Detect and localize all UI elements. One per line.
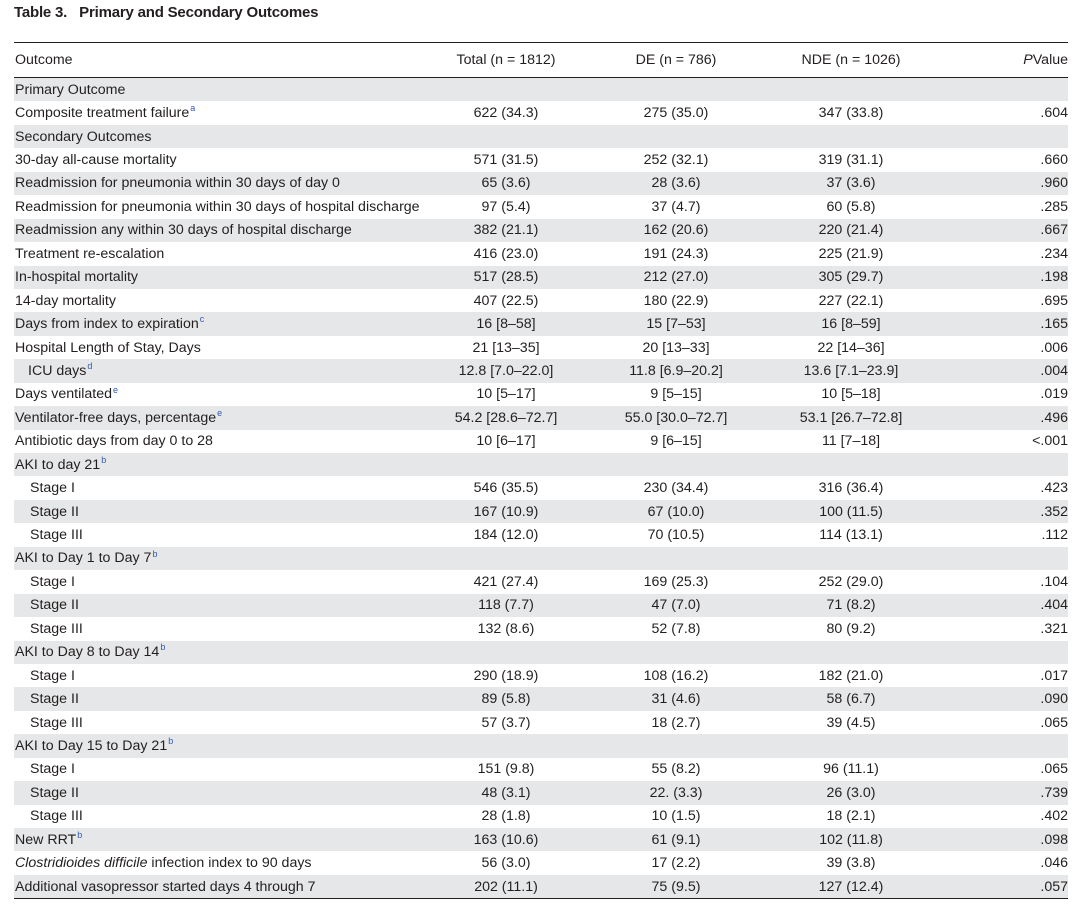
header-de: DE (n = 786) — [576, 43, 776, 78]
footnote-marker: b — [101, 454, 107, 465]
table-row — [14, 312, 1068, 335]
table-row — [14, 476, 1068, 499]
cell-nde: 100 (11.5) — [776, 500, 926, 523]
cell-pvalue: .402 — [1040, 808, 1068, 825]
outcome-label: Stage II — [30, 597, 79, 614]
table-row — [14, 851, 1068, 874]
cell-nde: 53.1 [26.7–72.8] — [776, 406, 926, 429]
cell-pvalue — [926, 547, 1068, 570]
table-row — [14, 711, 1068, 734]
table-caption: Primary and Secondary Outcomes — [79, 4, 319, 21]
cell-pvalue: .234 — [1040, 245, 1068, 262]
cell-nde: 60 (5.8) — [826, 198, 876, 215]
cell-total: 48 (3.1) — [436, 781, 576, 804]
table-row — [14, 734, 1068, 757]
cell-pvalue: .019 — [1040, 386, 1068, 403]
cell-total: 28 (1.8) — [481, 808, 531, 825]
cell-total: 421 (27.4) — [473, 573, 539, 590]
cell-outcome — [14, 523, 436, 546]
cell-total: 97 (5.4) — [481, 198, 531, 215]
cell-pvalue: .112 — [1041, 527, 1068, 544]
outcome-label: Stage II — [30, 503, 79, 520]
outcome-label: Additional vasopressor started days 4 through 7 — [15, 878, 316, 895]
cell-total — [436, 78, 576, 102]
outcome-label: Stage III — [30, 714, 83, 731]
cell-pvalue: .285 — [1040, 198, 1068, 215]
table-row — [14, 500, 1068, 523]
cell-outcome — [14, 594, 436, 617]
table-row — [14, 101, 1068, 124]
outcome-label: AKI to day 21 — [15, 456, 101, 473]
cell-outcome — [14, 805, 436, 828]
cell-de: 180 (22.9) — [643, 292, 709, 309]
cell-outcome — [14, 406, 436, 429]
outcome-label: Stage III — [30, 527, 83, 544]
cell-de: 55 (8.2) — [651, 761, 701, 778]
cell-total: 622 (34.3) — [473, 105, 539, 122]
cell-total: 382 (21.1) — [436, 219, 576, 242]
footnote-marker: b — [152, 548, 158, 559]
cell-pvalue: .006 — [1040, 339, 1068, 356]
cell-pvalue: .198 — [926, 266, 1068, 289]
cell-de: 169 (25.3) — [643, 573, 709, 590]
table-row — [14, 805, 1068, 828]
cell-outcome — [14, 359, 436, 382]
cell-total: 407 (22.5) — [473, 292, 539, 309]
cell-de: 275 (35.0) — [643, 105, 709, 122]
cell-outcome — [14, 641, 436, 664]
table-row — [14, 289, 1068, 312]
cell-de — [576, 641, 776, 664]
cell-pvalue — [926, 78, 1068, 102]
table-row — [14, 430, 1068, 453]
cell-de: 10 (1.5) — [651, 808, 701, 825]
cell-de: 162 (20.6) — [576, 219, 776, 242]
cell-de: 9 [6–15] — [650, 433, 702, 450]
cell-nde: 58 (6.7) — [776, 687, 926, 710]
cell-total: 132 (8.6) — [477, 620, 535, 637]
cell-outcome — [14, 453, 436, 476]
cell-total: 202 (11.1) — [436, 875, 576, 899]
cell-nde: 39 (4.5) — [826, 714, 876, 731]
cell-total: 163 (10.6) — [436, 828, 576, 851]
outcome-label: Stage III — [30, 808, 83, 825]
cell-nde: 11 [7–18] — [821, 433, 881, 450]
cell-pvalue — [926, 125, 1068, 148]
cell-pvalue: .352 — [926, 500, 1068, 523]
table-row — [14, 383, 1068, 406]
cell-outcome — [14, 875, 436, 899]
cell-outcome — [14, 242, 436, 265]
table-row — [14, 242, 1068, 265]
cell-outcome — [14, 266, 436, 289]
outcome-label: Composite treatment failure — [15, 105, 190, 122]
outcome-label: Ventilator-free days, percentage — [15, 409, 217, 426]
cell-outcome — [14, 781, 436, 804]
outcome-label: Stage I — [30, 761, 75, 778]
cell-pvalue — [926, 734, 1068, 757]
cell-de: 22. (3.3) — [576, 781, 776, 804]
cell-de: 230 (34.4) — [643, 480, 709, 497]
outcome-label: In-hospital mortality — [15, 269, 139, 286]
cell-outcome — [14, 125, 436, 148]
cell-nde — [776, 453, 926, 476]
cell-total: 16 [8–58] — [436, 312, 576, 335]
header-outcome: Outcome — [14, 43, 436, 78]
cell-pvalue: .660 — [1040, 152, 1068, 169]
table-row — [14, 828, 1068, 851]
table-title — [14, 4, 318, 21]
cell-pvalue: .321 — [1040, 620, 1068, 637]
cell-outcome — [14, 476, 436, 499]
cell-nde: 13.6 [7.1–23.9] — [776, 359, 926, 382]
outcome-label: 14-day mortality — [15, 292, 116, 309]
cell-total: 10 [6–17] — [476, 433, 536, 450]
cell-nde: 319 (31.1) — [818, 152, 884, 169]
outcome-label: Stage II — [30, 691, 79, 708]
cell-de: 15 [7–53] — [576, 312, 776, 335]
cell-outcome — [14, 687, 436, 710]
cell-nde: 127 (12.4) — [776, 875, 926, 899]
table-row — [14, 219, 1068, 242]
outcome-label: Readmission for pneumonia within 30 days of hospital discharge — [15, 198, 420, 215]
cell-pvalue: .496 — [926, 406, 1068, 429]
footnote-marker: b — [168, 736, 174, 747]
table-row — [14, 687, 1068, 710]
footnote-marker: d — [87, 361, 93, 372]
cell-outcome — [14, 430, 436, 453]
cell-de: 37 (4.7) — [651, 198, 701, 215]
outcome-label: AKI to Day 8 to Day 14 — [15, 644, 160, 661]
cell-nde: 96 (11.1) — [823, 761, 879, 778]
outcome-label: 30-day all-cause mortality — [15, 152, 177, 169]
outcome-label: Primary Outcome — [15, 81, 126, 98]
cell-outcome — [14, 78, 436, 102]
cell-de: 75 (9.5) — [576, 875, 776, 899]
cell-de: 18 (2.7) — [651, 714, 701, 731]
table-row — [14, 195, 1068, 218]
cell-pvalue: .423 — [1040, 480, 1068, 497]
cell-nde: 22 [14–36] — [817, 339, 885, 356]
cell-nde: 71 (8.2) — [776, 594, 926, 617]
cell-total: 416 (23.0) — [473, 245, 539, 262]
cell-nde: 305 (29.7) — [776, 266, 926, 289]
outcome-label: Hospital Length of Stay, Days — [15, 339, 201, 356]
cell-outcome — [14, 219, 436, 242]
cell-total: 184 (12.0) — [473, 527, 539, 544]
cell-de: 28 (3.6) — [576, 172, 776, 195]
cell-nde: 225 (21.9) — [818, 245, 884, 262]
cell-total: 290 (18.9) — [473, 667, 539, 684]
cell-pvalue: .604 — [1040, 105, 1068, 122]
cell-nde: 10 [5–18] — [821, 386, 881, 403]
cell-total: 21 [13–35] — [472, 339, 540, 356]
footnote-marker: e — [113, 384, 119, 395]
outcome-label: Readmission any within 30 days of hospital discharge — [15, 222, 352, 239]
cell-de: 108 (16.2) — [643, 667, 709, 684]
cell-de: 70 (10.5) — [647, 527, 705, 544]
header-p-rest: Value — [1032, 52, 1068, 68]
cell-total: 89 (5.8) — [436, 687, 576, 710]
cell-outcome — [14, 336, 436, 359]
cell-outcome — [14, 547, 436, 570]
cell-pvalue: .090 — [926, 687, 1068, 710]
outcome-label: Stage III — [30, 620, 83, 637]
footnote-marker: b — [77, 829, 83, 840]
cell-total — [436, 547, 576, 570]
table-row — [14, 359, 1068, 382]
footnote-marker: e — [217, 408, 223, 419]
outcome-label: AKI to Day 15 to Day 21 — [15, 737, 168, 754]
cell-nde — [776, 734, 926, 757]
cell-de: 61 (9.1) — [576, 828, 776, 851]
cell-outcome — [14, 101, 436, 124]
cell-de: 47 (7.0) — [576, 594, 776, 617]
cell-total: 12.8 [7.0–22.0] — [436, 359, 576, 382]
table-row — [14, 781, 1068, 804]
cell-pvalue: .104 — [1040, 573, 1068, 590]
cell-total: 57 (3.7) — [481, 714, 531, 731]
cell-de: 20 [13–33] — [642, 339, 710, 356]
outcome-label: Treatment re-escalation — [15, 245, 165, 262]
cell-total — [436, 125, 576, 148]
header-pvalue — [926, 43, 1068, 78]
cell-pvalue: .165 — [926, 312, 1068, 335]
cell-nde: 114 (13.1) — [819, 527, 883, 544]
cell-outcome — [14, 312, 436, 335]
cell-pvalue: .004 — [926, 359, 1068, 382]
cell-de: 52 (7.8) — [651, 620, 701, 637]
table-row — [14, 875, 1068, 899]
cell-outcome — [14, 617, 436, 640]
cell-outcome — [14, 383, 436, 406]
cell-nde: 102 (11.8) — [776, 828, 926, 851]
cell-outcome — [14, 172, 436, 195]
cell-de: 31 (4.6) — [576, 687, 776, 710]
header-nde: NDE (n = 1026) — [776, 43, 926, 78]
outcome-label: Antibiotic days from day 0 to 28 — [15, 433, 213, 450]
cell-pvalue: .065 — [1040, 761, 1068, 778]
cell-de: 9 [5–15] — [650, 386, 702, 403]
cell-pvalue: .098 — [926, 828, 1068, 851]
table-row — [14, 148, 1068, 171]
cell-pvalue: .017 — [1040, 667, 1068, 684]
cell-de — [576, 125, 776, 148]
cell-de — [576, 547, 776, 570]
cell-nde: 39 (3.8) — [826, 855, 876, 872]
cell-nde: 182 (21.0) — [818, 667, 884, 684]
outcome-label: ICU days — [28, 362, 87, 379]
cell-total — [436, 641, 576, 664]
outcome-label: Stage I — [30, 667, 75, 684]
cell-pvalue — [926, 641, 1068, 664]
outcome-label: Stage II — [30, 784, 79, 801]
table-row — [14, 172, 1068, 195]
table-row — [14, 664, 1068, 687]
table-row — [14, 78, 1068, 102]
table-body — [14, 78, 1068, 899]
cell-nde: 26 (3.0) — [776, 781, 926, 804]
outcome-label: New RRT — [15, 831, 77, 848]
outcome-label: Stage I — [30, 573, 75, 590]
cell-total: 546 (35.5) — [473, 480, 539, 497]
table-row — [14, 125, 1068, 148]
cell-total — [436, 734, 576, 757]
cell-nde — [776, 641, 926, 664]
cell-nde — [776, 78, 926, 102]
table-row — [14, 266, 1068, 289]
cell-nde: 220 (21.4) — [776, 219, 926, 242]
cell-de: 67 (10.0) — [576, 500, 776, 523]
outcome-label: Stage I — [30, 480, 75, 497]
cell-de: 252 (32.1) — [643, 152, 709, 169]
cell-de: 17 (2.2) — [651, 855, 701, 872]
cell-outcome — [14, 758, 436, 781]
cell-pvalue: .960 — [926, 172, 1068, 195]
cell-nde: 80 (9.2) — [826, 620, 876, 637]
cell-de: 55.0 [30.0–72.7] — [576, 406, 776, 429]
outcome-label: Secondary Outcomes — [15, 128, 152, 145]
cell-pvalue: .404 — [926, 594, 1068, 617]
cell-nde: 347 (33.8) — [818, 105, 884, 122]
cell-total: 517 (28.5) — [436, 266, 576, 289]
outcome-label: Days from index to expiration — [15, 316, 199, 333]
cell-nde: 227 (22.1) — [818, 292, 884, 309]
cell-nde: 16 [8–59] — [776, 312, 926, 335]
table-number: Table 3. — [14, 4, 68, 21]
table-row — [14, 336, 1068, 359]
cell-outcome — [14, 734, 436, 757]
cell-nde — [776, 125, 926, 148]
table-row — [14, 453, 1068, 476]
cell-outcome — [14, 148, 436, 171]
footnote-marker: a — [190, 103, 196, 114]
cell-de — [576, 78, 776, 102]
cell-pvalue: .739 — [926, 781, 1068, 804]
cell-total: 54.2 [28.6–72.7] — [436, 406, 576, 429]
cell-de — [576, 453, 776, 476]
outcome-label: infection index to 90 days — [147, 855, 312, 872]
cell-total: 571 (31.5) — [473, 152, 539, 169]
cell-nde: 37 (3.6) — [776, 172, 926, 195]
cell-de: 212 (27.0) — [576, 266, 776, 289]
cell-pvalue: <.001 — [1032, 433, 1068, 450]
table-row — [14, 523, 1068, 546]
cell-total: 167 (10.9) — [436, 500, 576, 523]
outcome-label: Days ventilated — [15, 386, 112, 403]
cell-de: 11.8 [6.9–20.2] — [576, 359, 776, 382]
cell-nde: 252 (29.0) — [818, 573, 884, 590]
footnote-marker: b — [160, 642, 166, 653]
footnote-marker: c — [199, 314, 205, 325]
outcomes-table — [14, 42, 1068, 899]
table-row — [14, 570, 1068, 593]
cell-pvalue: .065 — [1040, 714, 1068, 731]
header-p-italic: P — [1023, 52, 1033, 68]
cell-pvalue: .667 — [926, 219, 1068, 242]
cell-nde — [776, 547, 926, 570]
outcome-label: Readmission for pneumonia within 30 days of day 0 — [15, 175, 340, 192]
header-row — [14, 43, 1068, 78]
table-row — [14, 547, 1068, 570]
cell-pvalue: .046 — [1040, 855, 1068, 872]
cell-outcome — [14, 711, 436, 734]
cell-outcome — [14, 195, 436, 218]
table-row — [14, 406, 1068, 429]
cell-outcome — [14, 500, 436, 523]
table-header — [14, 43, 1068, 78]
cell-de: 191 (24.3) — [643, 245, 709, 262]
table-row — [14, 617, 1068, 640]
cell-pvalue — [926, 453, 1068, 476]
cell-total: 151 (9.8) — [477, 761, 535, 778]
table-row — [14, 594, 1068, 617]
header-total: Total (n = 1812) — [436, 43, 576, 78]
cell-outcome — [14, 570, 436, 593]
table-row — [14, 641, 1068, 664]
cell-outcome — [14, 851, 436, 874]
cell-total: 10 [5–17] — [476, 386, 536, 403]
cell-total: 65 (3.6) — [436, 172, 576, 195]
cell-de — [576, 734, 776, 757]
cell-total: 56 (3.0) — [481, 855, 531, 872]
outcome-label: AKI to Day 1 to Day 7 — [15, 550, 152, 567]
cell-outcome — [14, 664, 436, 687]
cell-pvalue: .695 — [1040, 292, 1068, 309]
cell-nde: 316 (36.4) — [818, 480, 884, 497]
cell-outcome — [14, 289, 436, 312]
table-row — [14, 758, 1068, 781]
cell-outcome — [14, 828, 436, 851]
cell-nde: 18 (2.1) — [826, 808, 876, 825]
cell-total — [436, 453, 576, 476]
outcome-label-italic: Clostridioides difficile — [15, 855, 148, 872]
cell-pvalue: .057 — [926, 875, 1068, 899]
cell-total: 118 (7.7) — [436, 594, 576, 617]
